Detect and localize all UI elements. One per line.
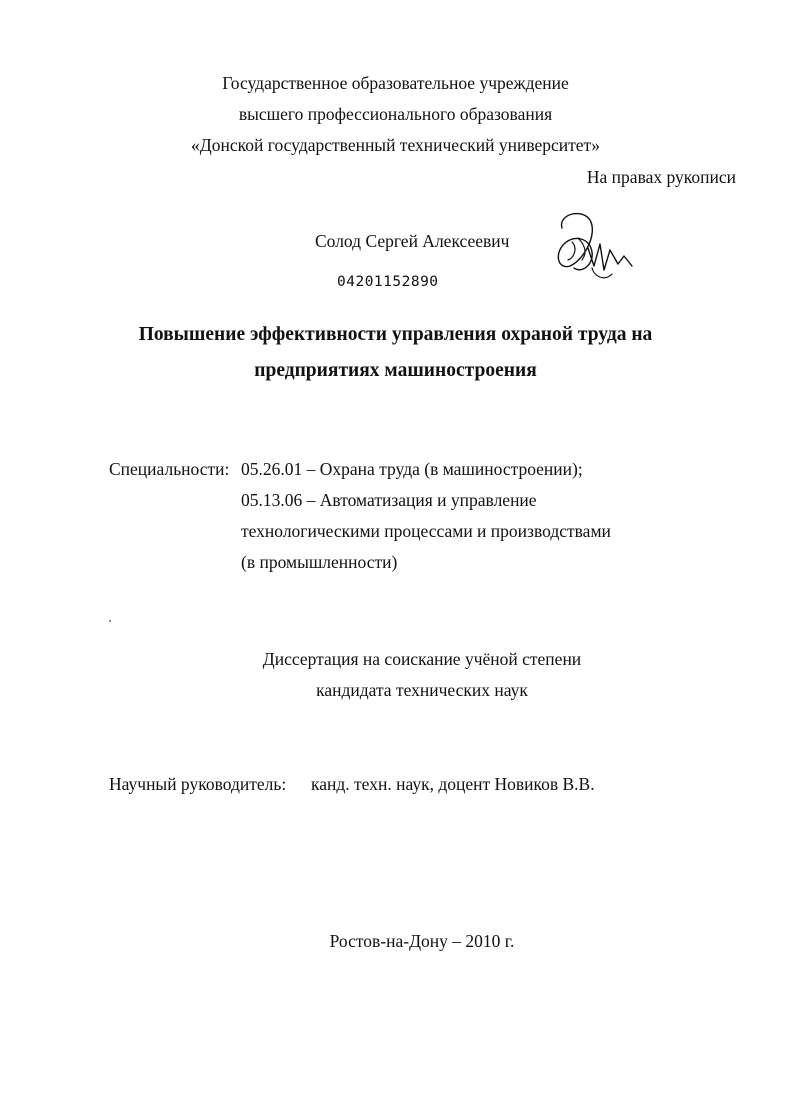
supervisor-label: Научный руководитель: <box>109 774 287 794</box>
supervisor-value: канд. техн. наук, доцент Новиков В.В. <box>311 774 595 794</box>
specialty-line-2: 05.13.06 – Автоматизация и управление <box>241 490 537 510</box>
scan-speck <box>109 620 111 622</box>
registration-code: 04201152890 <box>337 274 439 290</box>
manuscript-note: На правах рукописи <box>586 167 736 187</box>
dissertation-title-line-2: предприятиях машиностроения <box>254 360 537 381</box>
signature-image <box>548 208 636 288</box>
degree-line-1: Диссертация на соискание учёной степени <box>262 649 582 669</box>
institution-line-1: Государственное образовательное учреждение <box>222 73 569 93</box>
author-name: Солод Сергей Алексеевич <box>315 231 510 251</box>
degree-line-2: кандидата технических наук <box>316 680 528 700</box>
specialty-line-4: (в промышленности) <box>241 552 398 572</box>
institution-line-2: высшего профессионального образования <box>238 104 553 124</box>
specialties-label: Специальности: <box>109 459 230 479</box>
specialty-line-1: 05.26.01 – Охрана труда (в машиностроении); <box>241 459 583 479</box>
specialty-line-3: технологическими процессами и производствами <box>241 521 611 541</box>
city-year: Ростов-на-Дону – 2010 г. <box>329 931 515 951</box>
institution-line-3: «Донской государственный технический университет» <box>191 135 600 155</box>
dissertation-title-line-1: Повышение эффективности управления охраной труда на <box>138 324 653 345</box>
